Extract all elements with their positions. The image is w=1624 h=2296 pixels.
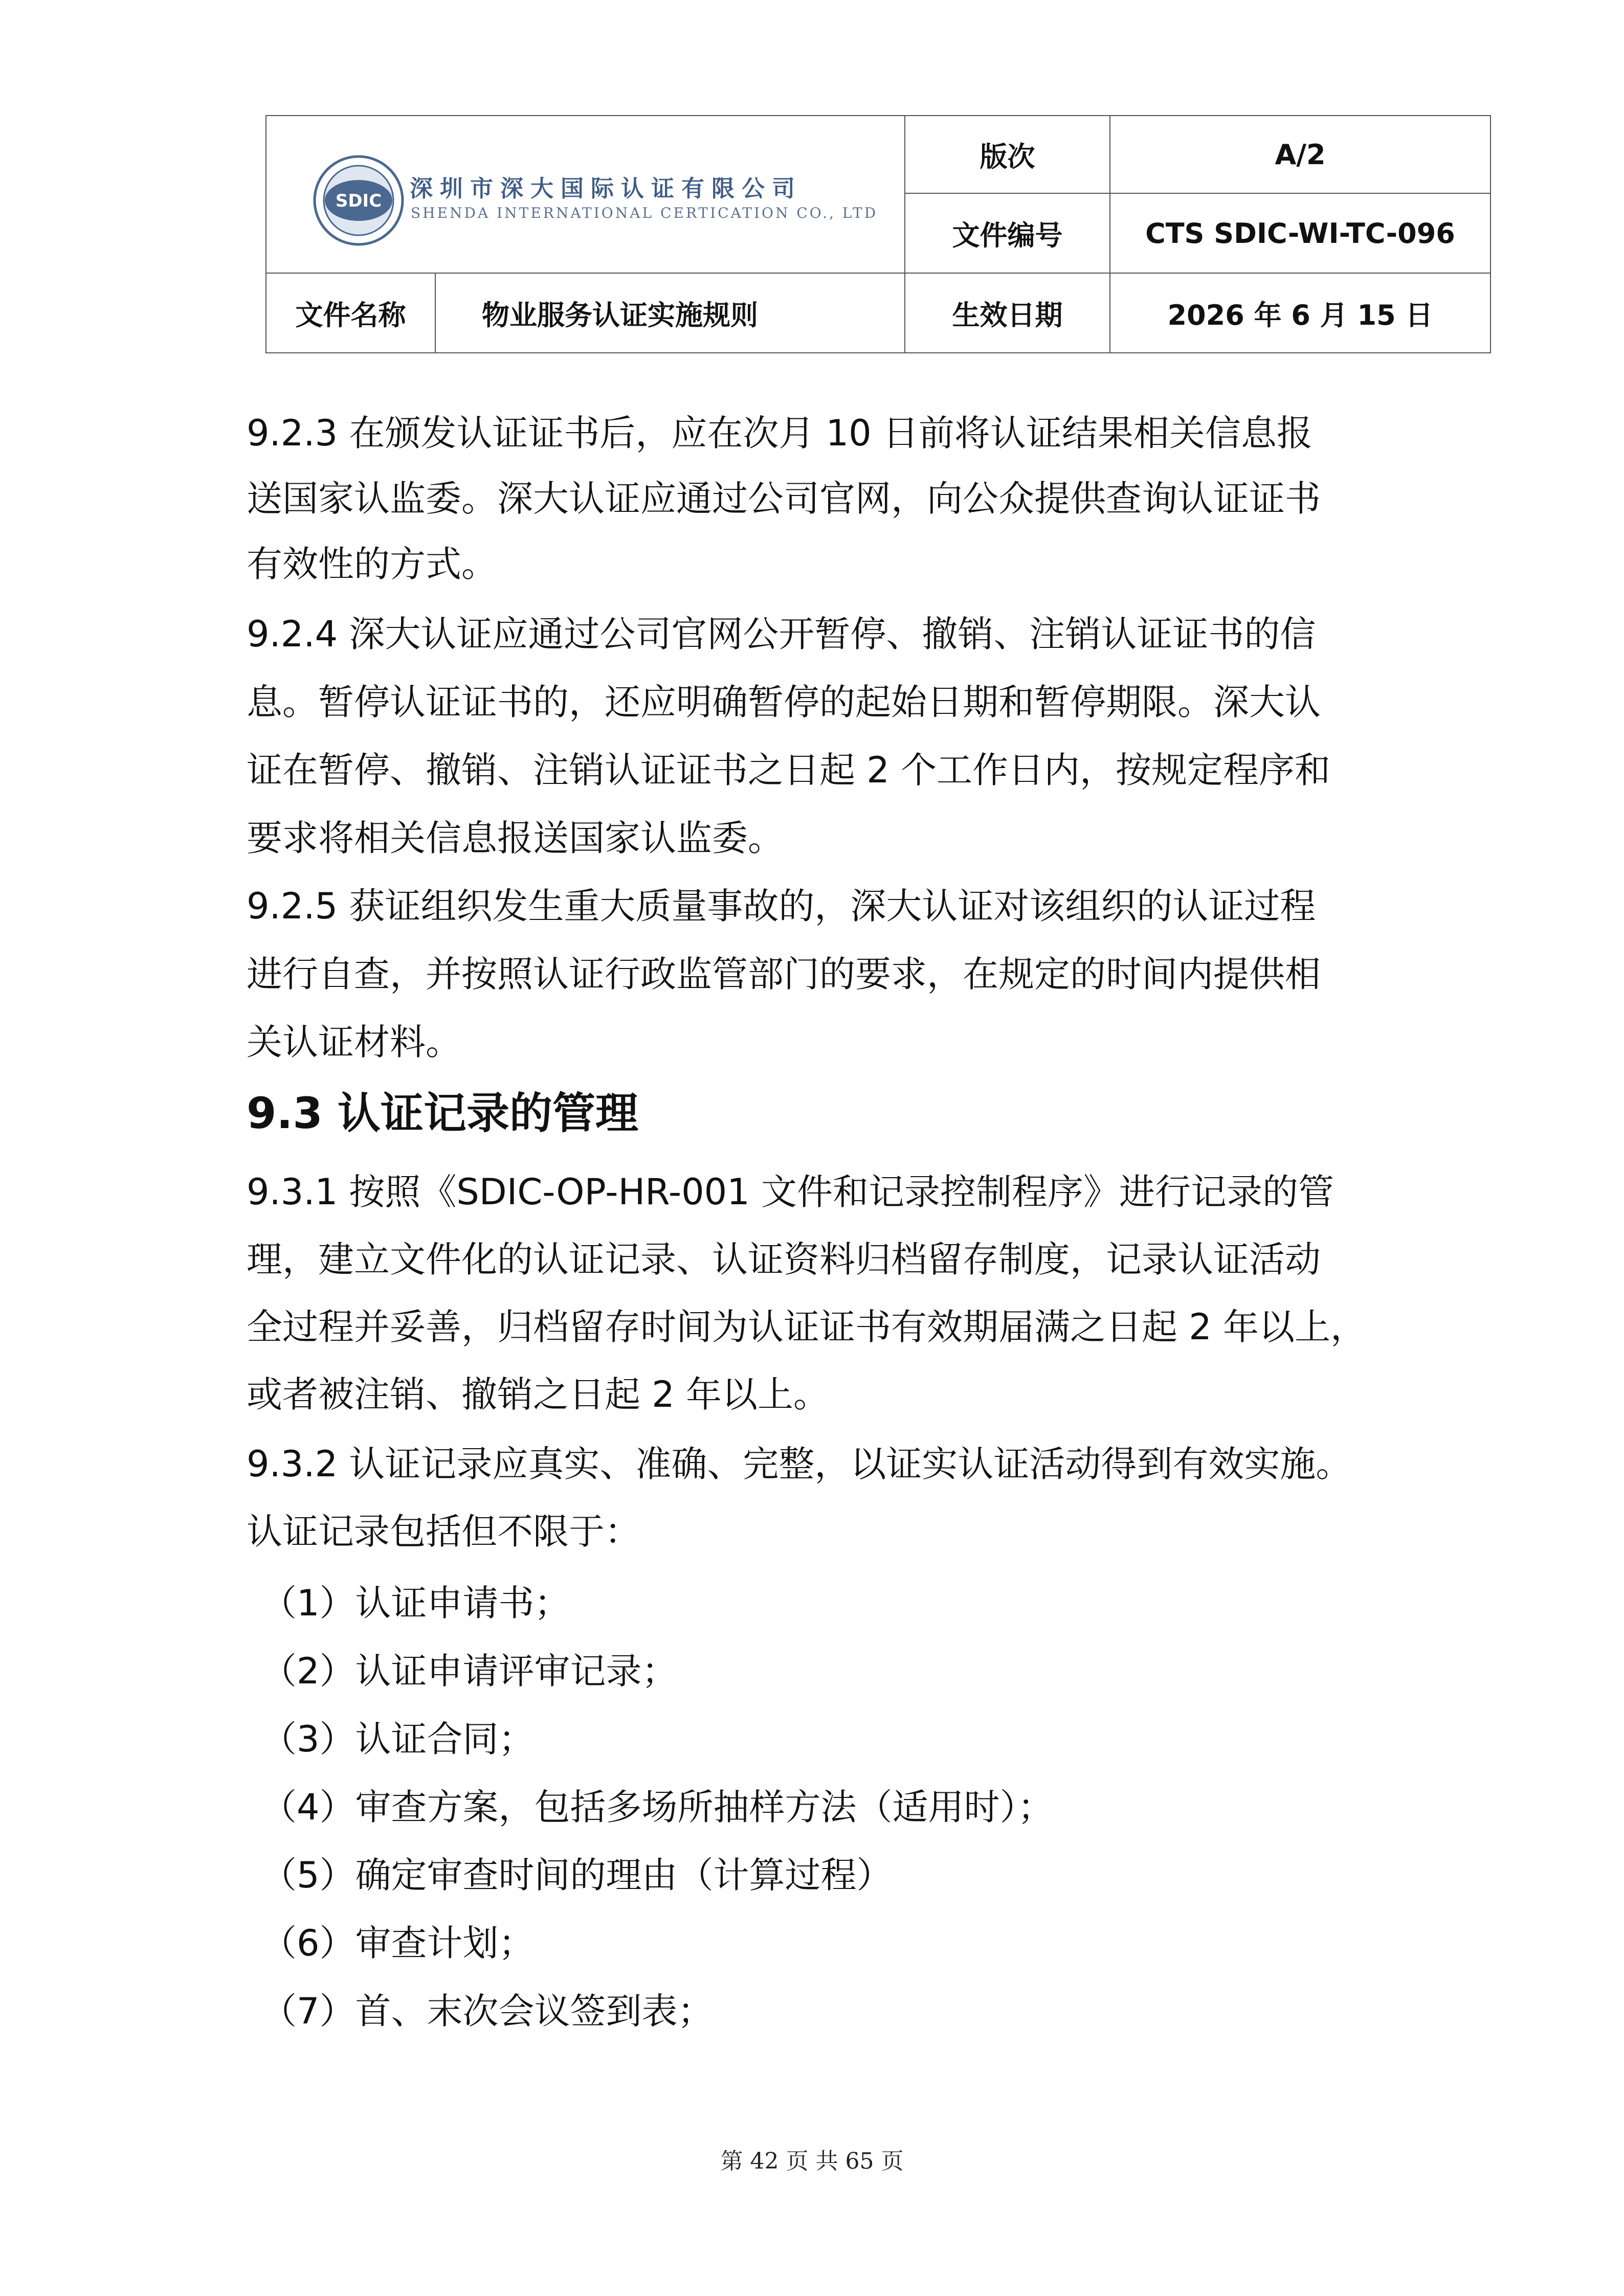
body-line: 息。暂停认证证书的，还应明确暂停的起始日期和暂停期限。深大认 [247, 681, 1321, 723]
body-line: 进行自查，并按照认证行政监管部门的要求，在规定的时间内提供相 [247, 953, 1321, 995]
body-line: 送国家认监委。深大认证应通过公司官网，向公众提供查询认证证书 [247, 478, 1321, 520]
list-item: （1）认证申请书； [261, 1582, 570, 1624]
body-line: 理，建立文件化的认证记录、认证资料归档留存制度，记录认证活动 [247, 1239, 1321, 1280]
doc-no-label: 文件编号 [952, 219, 1063, 252]
company-logo [313, 154, 878, 257]
doc-name-value: 物业服务认证实施规则 [482, 299, 758, 331]
version-value: A/2 [1275, 138, 1326, 171]
body-line: 证在暂停、撤销、注销认证证书之日起 2 个工作日内，按规定程序和 [247, 749, 1331, 791]
company-name-en: SHENDA INTERNATIONAL CERTICATION CO., LTD [411, 205, 878, 221]
body-line: 9.2.5 获证组织发生重大质量事故的，深大认证对该组织的认证过程 [247, 885, 1316, 927]
body-line: 全过程并妥善，归档留存时间为认证证书有效期届满之日起 2 年以上， [247, 1306, 1367, 1348]
body-line: 认证记录包括但不限于： [247, 1511, 640, 1552]
logo-text: SDIC [335, 191, 382, 211]
body-line: 要求将相关信息报送国家认监委。 [247, 817, 784, 859]
body-line: 9.3.2 认证记录应真实、准确、完整，以证实认证活动得到有效实施。 [247, 1443, 1352, 1485]
section-heading: 9.3 认证记录的管理 [247, 1088, 639, 1138]
body-line: 有效性的方式。 [247, 543, 497, 585]
doc-no-value: CTS SDIC-WI-TC-096 [1145, 217, 1455, 250]
body-line: 关认证材料。 [247, 1021, 461, 1063]
list-item: （6）审查计划； [261, 1922, 535, 1964]
list-item: （2）认证申请评审记录； [261, 1650, 678, 1692]
version-label: 版次 [980, 140, 1035, 173]
page-number-footer: 第 42 页 共 65 页 [720, 2148, 904, 2174]
company-name-cn: 深圳市深大国际认证有限公司 [410, 175, 803, 202]
effective-date-label: 生效日期 [952, 299, 1063, 331]
list-item: （3）认证合同； [261, 1718, 535, 1760]
body-line: 或者被注销、撤销之日起 2 年以上。 [247, 1374, 830, 1415]
doc-name-label: 文件名称 [295, 299, 406, 331]
list-item: （7）首、末次会议签到表； [261, 1990, 714, 2032]
list-item: （4）审查方案，包括多场所抽样方法（适用时）； [261, 1786, 1054, 1828]
document-header-table [265, 115, 1491, 353]
list-item: （5）确定审查时间的理由（计算过程） [261, 1854, 893, 1896]
body-line: 9.3.1 按照《SDIC-OP-HR-001 文件和记录控制程序》进行记录的管 [247, 1171, 1334, 1213]
sdic-seal-icon [313, 154, 405, 246]
body-line: 9.2.4 深大认证应通过公司官网公开暂停、撤销、注销认证证书的信 [247, 613, 1316, 655]
body-line: 9.2.3 在颁发认证证书后，应在次月 10 日前将认证结果相关信息报 [247, 412, 1312, 454]
effective-date-value: 2026 年 6 月 15 日 [1167, 299, 1433, 331]
